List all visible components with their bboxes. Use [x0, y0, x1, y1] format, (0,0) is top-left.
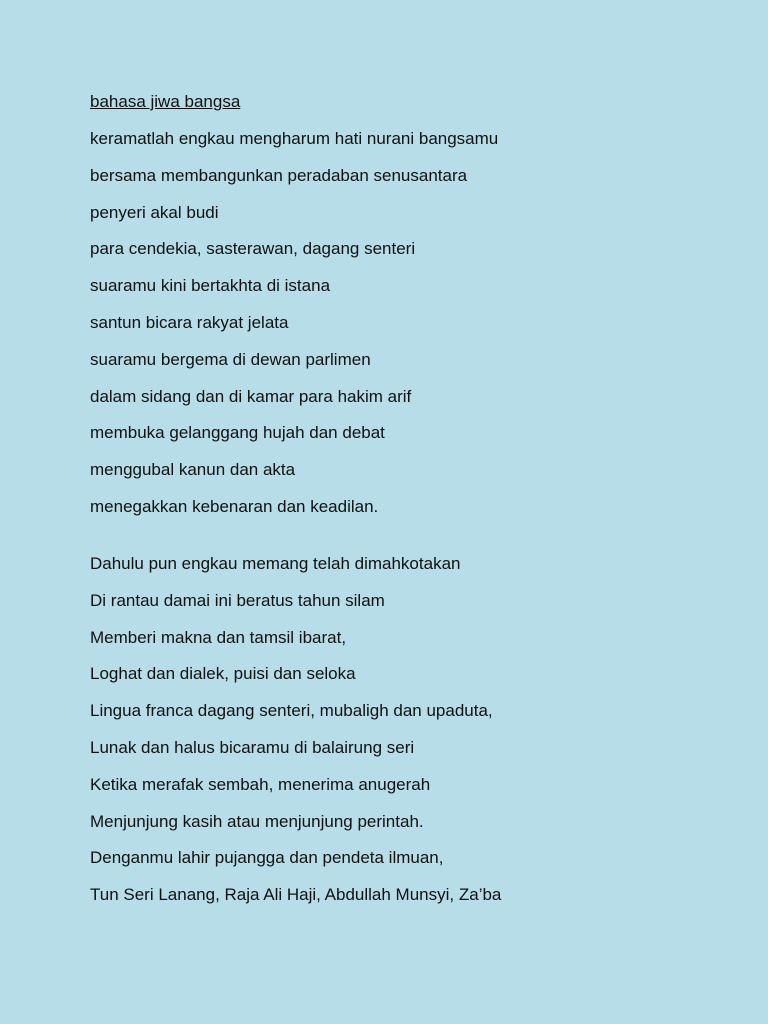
stanza-2 — [90, 554, 730, 905]
poem-line: Denganmu lahir pujangga dan pendeta ilmuan, — [90, 848, 444, 868]
poem-line: bersama membangunkan peradaban senusantara — [90, 165, 468, 185]
poem-line: Memberi makna dan tamsil ibarat, — [90, 627, 347, 647]
poem-line: santun bicara rakyat jelata — [90, 312, 289, 332]
poem-line: menegakkan kebenaran dan keadilan. — [90, 496, 379, 516]
poem-line: Loghat dan dialek, puisi dan seloka — [90, 664, 356, 684]
poem-line: Tun Seri Lanang, Raja Ali Haji, Abdullah Munsyi, Za’ba — [90, 885, 502, 905]
poem-line: para cendekia, sasterawan, dagang senteri — [90, 239, 416, 259]
poem-document — [90, 92, 730, 922]
poem-line: suaramu bergema di dewan parlimen — [90, 349, 371, 369]
poem-line: Di rantau damai ini beratus tahun silam — [90, 590, 385, 610]
poem-line: menggubal kanun dan akta — [90, 460, 296, 480]
poem-line: Ketika merafak sembah, menerima anugerah — [90, 774, 431, 794]
poem-line: Lingua franca dagang senteri, mubaligh dan upaduta, — [90, 701, 493, 721]
poem-line: membuka gelanggang hujah dan debat — [90, 423, 385, 443]
poem-title: bahasa jiwa bangsa — [90, 92, 241, 111]
poem-line: penyeri akal budi — [90, 202, 219, 222]
poem-line: Menjunjung kasih atau menjunjung perintah. — [90, 811, 424, 831]
poem-line: Lunak dan halus bicaramu di balairung seri — [90, 737, 415, 757]
poem-line: dalam sidang dan di kamar para hakim arif — [90, 386, 412, 406]
poem-line: suaramu kini bertakhta di istana — [90, 276, 331, 296]
poem-line: Dahulu pun engkau memang telah dimahkotakan — [90, 553, 461, 573]
stanza-1 — [90, 129, 730, 517]
poem-line: keramatlah engkau mengharum hati nurani bangsamu — [90, 129, 499, 148]
